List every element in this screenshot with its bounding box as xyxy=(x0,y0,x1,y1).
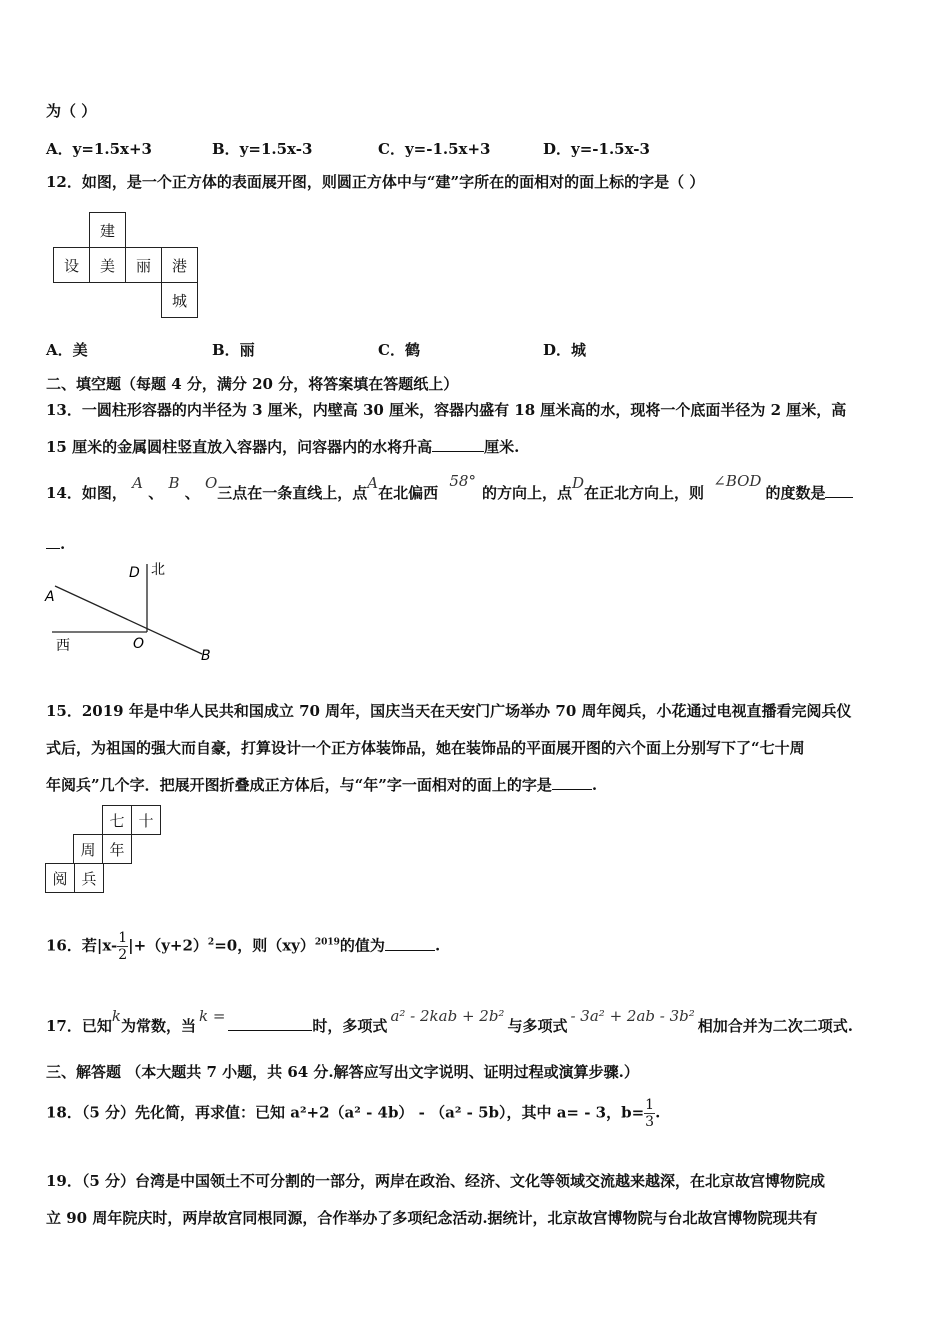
angle-58: 58° xyxy=(449,472,476,490)
net-cell: 美 xyxy=(89,247,126,283)
period: . xyxy=(655,1103,661,1122)
denominator: 3 xyxy=(645,1114,655,1130)
q14-text: 在北偏西 xyxy=(378,484,439,502)
q11-option-a: A．y=1.5x+3 xyxy=(46,140,152,158)
q14-text: 14．如图， xyxy=(46,484,127,502)
angle-bod: ∠BOD xyxy=(713,472,762,490)
net-cell: 十 xyxy=(131,805,161,835)
q15-text: 年阅兵”几个字．把展开图折叠成正方体后，与“年”字一面相对的面上的字是 xyxy=(46,776,552,794)
q14-text: 的度数是 xyxy=(765,484,826,502)
exponent: 2019 xyxy=(314,937,340,948)
net-cell: 城 xyxy=(161,282,198,318)
q16-text: 的值为 xyxy=(339,936,385,955)
var-k: k xyxy=(111,1007,121,1025)
fig-label-a: A xyxy=(45,589,55,605)
point-o: O xyxy=(204,474,218,492)
q12-option-c: C．鹤 xyxy=(378,341,420,359)
q13-answer-blank xyxy=(432,437,484,452)
fig-label-west: 西 xyxy=(56,638,70,654)
q11-option-b: B．y=1.5x-3 xyxy=(212,140,313,158)
q14-stem xyxy=(46,472,853,503)
q12-option-d: D．城 xyxy=(543,341,587,359)
net-cell: 年 xyxy=(102,834,132,864)
q12-stem: 12．如图，是一个正方体的表面展开图，则圆正方体中与“建”字所在的面相对的面上标的字是（ ） xyxy=(46,173,705,191)
q14-text: 的方向上，点 xyxy=(481,484,572,502)
period: . xyxy=(434,936,441,955)
q16-answer-blank xyxy=(385,936,435,951)
separator: 、 xyxy=(148,484,164,502)
q16-stem xyxy=(46,930,440,963)
section-3-heading: 三、解答题 （本大题共 7 小题，共 64 分.解答应写出文字说明、证明过程或演算步骤.） xyxy=(46,1063,639,1081)
point-d: D xyxy=(571,474,585,492)
period: . xyxy=(591,776,598,794)
point-a: A xyxy=(132,474,143,492)
net-cell: 港 xyxy=(161,247,198,283)
polynomial-2: - 3a² + 2ab - 3b² xyxy=(570,1007,695,1025)
period: . xyxy=(60,535,66,553)
q17-answer-blank xyxy=(228,1016,312,1031)
q12-option-a: A．美 xyxy=(46,341,88,359)
exponent: 2 xyxy=(207,937,215,948)
net-cell: 七 xyxy=(102,805,132,835)
q14-text: 在正北方向上，则 xyxy=(584,484,705,502)
q17-text: 与多项式 xyxy=(507,1017,568,1035)
q11-tail: 为（ ） xyxy=(46,102,97,120)
q17-text: 相加合并为二次二项式. xyxy=(697,1017,853,1035)
numerator: 1 xyxy=(645,1097,655,1113)
q17-text: 为常数，当 xyxy=(120,1017,196,1035)
q13-line1: 13．一圆柱形容器的内半径为 3 厘米，内壁高 30 厘米，容器内盛有 18 厘米高的水，现将一个底面半径为 2 厘米，高 xyxy=(46,401,847,419)
q14-answer-blank xyxy=(825,483,853,498)
net-cell: 建 xyxy=(89,212,126,248)
q17-text: 17．已知 xyxy=(46,1017,112,1035)
q14-answer-blank-cont xyxy=(46,534,60,549)
q17-stem xyxy=(46,1007,853,1036)
q16-text: 16．若|x- xyxy=(46,936,118,955)
fig-label-b: B xyxy=(201,648,211,664)
polynomial-1: a² - 2kab + 2b² xyxy=(390,1007,505,1025)
q14-text: 三点在一条直线上，点 xyxy=(217,484,368,502)
q11-option-d: D．y=-1.5x-3 xyxy=(543,140,650,158)
q18-stem xyxy=(46,1097,660,1130)
q11-option-c: C．y=-1.5x+3 xyxy=(378,140,491,158)
q16-text: =0，则（xy） xyxy=(214,936,315,955)
q15-line2: 式后，为祖国的强大而自豪，打算设计一个正方体装饰品，她在装饰品的平面展开图的六个面上分别写下了“七十周 xyxy=(46,739,805,757)
net-cell: 兵 xyxy=(74,863,104,893)
net-cell: 周 xyxy=(73,834,103,864)
fraction-one-half xyxy=(117,930,128,963)
separator: 、 xyxy=(184,484,200,502)
net-cell: 丽 xyxy=(125,247,162,283)
q18-text: 18．（5 分）先化简，再求值：已知 a²+2（a² - 4b） - （a² - 5b），其中 a= - 3，b= xyxy=(46,1103,645,1122)
net-cell: 设 xyxy=(53,247,90,283)
q19-line2: 立 90 周年院庆时，两岸故宫同根同源，合作举办了多项纪念活动.据统计，北京故宫博物院与台北故宫博物院现共有 xyxy=(46,1209,818,1227)
q15-line1: 15．2019 年是中华人民共和国成立 70 周年，国庆当天在天安门广场举办 70 周年阅兵，小花通过电视直播看完阅兵仪 xyxy=(46,702,852,720)
point-a: A xyxy=(367,474,379,492)
q14-line2 xyxy=(46,534,65,553)
q15-answer-blank xyxy=(552,775,592,790)
numerator: 1 xyxy=(118,930,128,946)
q15-line3 xyxy=(46,774,597,795)
q17-text: 时，多项式 xyxy=(312,1017,388,1035)
fig-label-d: D xyxy=(129,565,140,581)
section-2-heading: 二、填空题（每题 4 分，满分 20 分，将答案填在答题纸上） xyxy=(46,375,459,393)
q16-text: |+（y+2） xyxy=(128,936,208,955)
q12-option-b: B．丽 xyxy=(212,341,255,359)
fraction-one-third xyxy=(644,1097,655,1130)
fig-label-o: O xyxy=(133,636,145,652)
k-equals: k = xyxy=(198,1007,226,1025)
q13-unit: 厘米. xyxy=(484,438,520,456)
point-b: B xyxy=(168,474,180,492)
q14-direction-diagram xyxy=(40,556,220,668)
net-cell: 阅 xyxy=(45,863,75,893)
q13-line2 xyxy=(46,436,519,457)
q19-line1: 19．（5 分）台湾是中国领土不可分割的一部分，两岸在政治、经济、文化等领域交流越来越深，在北京故宫博物院成 xyxy=(46,1172,826,1190)
line-ab xyxy=(55,586,202,654)
fig-label-north: 北 xyxy=(151,562,165,578)
denominator: 2 xyxy=(118,947,128,963)
q13-text: 15 厘米的金属圆柱竖直放入容器内，问容器内的水将升高 xyxy=(46,438,433,456)
